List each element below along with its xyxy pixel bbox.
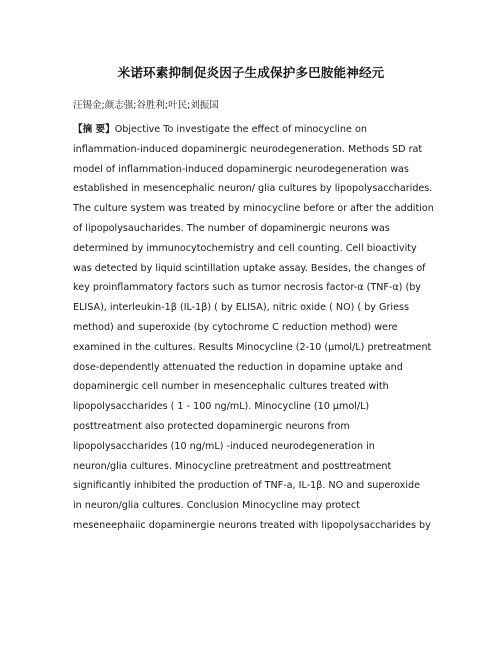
abstract-line (73, 377, 439, 397)
abstract-line (73, 298, 439, 318)
abstract-line (73, 259, 439, 279)
abstract-line (73, 338, 439, 358)
abstract-line-text: examined in the cultures. Results Minocycline (2-10 (μmol/L) pretreatment (73, 341, 432, 353)
document-title: 米诺环素抑制促炎因子生成保护多巴胺能神经元 (117, 65, 385, 80)
abstract-line (73, 417, 439, 437)
abstract-line (73, 318, 439, 338)
abstract-line-text: The culture system was treated by minocycline before or after the addition (73, 203, 434, 215)
abstract-line (73, 437, 439, 457)
abstract-line (73, 199, 439, 219)
abstract-line-text: established in mesencephalic neuron/ glia cultures by lipopolysaccharides. (73, 183, 433, 195)
abstract-line-text: lipopolysaccharides ( 1 - 100 ng/mL). Minocycline (10 μmol/L) (73, 401, 370, 413)
abstract-line-text: neuron/glia cultures. Minocycline pretreatment and posttreatment (73, 460, 392, 472)
abstract-line (73, 219, 439, 239)
abstract-line-text: meseneephaiic dopaminergie neurons treated with lipopolysaccharides by (73, 519, 431, 531)
abstract-line (73, 516, 439, 536)
abstract-line-text: Objective To investigate the effect of minocycline on (114, 124, 367, 135)
abstract-line-text: determined by immunocytochemistry and cell counting. Cell bioactivity (73, 242, 417, 254)
abstract-line-text: of lipopolysaucharides. The number of dopaminergic neurons was (73, 222, 390, 234)
author-list: 汪锡金;颜志强;谷胜利;叶民;刘振国 (73, 100, 219, 111)
abstract-body (73, 120, 439, 536)
abstract-line (73, 457, 439, 477)
abstract-line (73, 140, 439, 160)
abstract-line-text: dose-dependently attenuated the reduction in dopamine uptake and (73, 361, 403, 373)
abstract-line (73, 120, 439, 140)
abstract-line-text: in neuron/glia cultures. Conclusion Minocycline may protect (73, 500, 360, 512)
abstract-line-text: dopaminergic cell number in mesencephalic cultures treated with (73, 381, 389, 393)
abstract-label: 【摘 要】 (73, 124, 115, 135)
abstract-line (73, 278, 439, 298)
abstract-line-text: inflammation-induced dopaminergic neurodegeneration. Methods SD rat (73, 143, 423, 155)
abstract-line (73, 397, 439, 417)
abstract-line (73, 496, 439, 516)
abstract-line-text: was detected by liquid scintillation uptake assay. Besides, the changes of (73, 262, 426, 274)
abstract-line-text: lipopolysaccharides (10 ng/mL) -induced neurodegeneration in (73, 440, 375, 452)
abstract-line (73, 358, 439, 378)
abstract-line-text: model of inflammation-induced dopaminergic neurodegeneration was (73, 163, 409, 175)
abstract-line-text: method) and superoxide (by cytochrome C reduction method) were (73, 321, 398, 333)
abstract-line-text: key proinflammatory factors such as tumor necrosis factor-α (TNF-α) (by (73, 282, 421, 294)
abstract-line (73, 160, 439, 180)
abstract-line (73, 476, 439, 496)
abstract-line (73, 239, 439, 259)
abstract-line-text: posttreatment also protected dopaminergic neurons from (73, 420, 350, 432)
abstract-line-text: significantly inhibited the production of TNF-a, IL-1β. NO and superoxide (73, 480, 421, 492)
abstract-line-text: ELISA), interleukin-1β (IL-1β) ( by ELISA), nitric oxide ( NO) ( by Griess (73, 302, 409, 314)
abstract-line (73, 179, 439, 199)
